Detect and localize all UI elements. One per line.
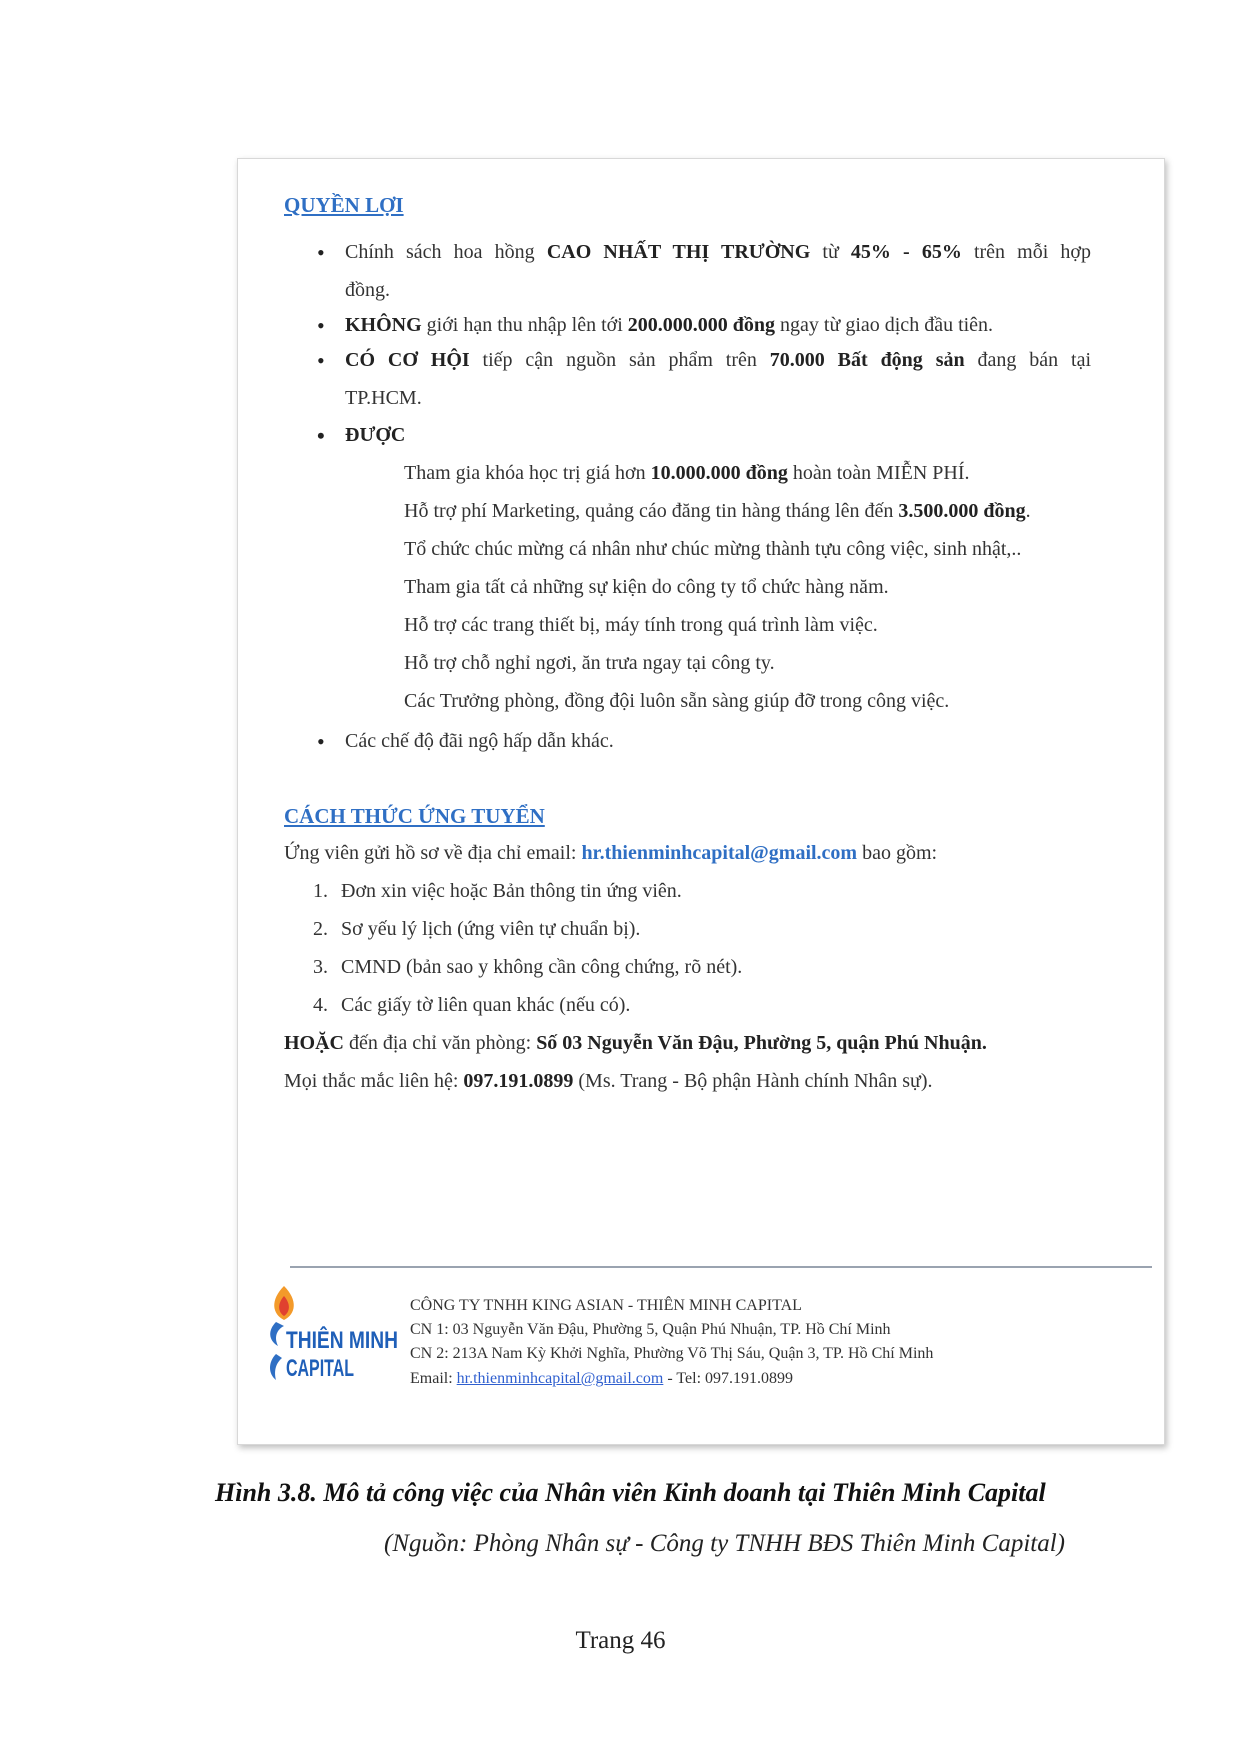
- footer-email-link[interactable]: hr.thienminhcapital@gmail.com: [456, 1370, 664, 1387]
- doc-item-4: 4. Các giấy tờ liên quan khác (nếu có).: [313, 994, 631, 1016]
- sub-benefit-7: Các Trưởng phòng, đồng đội luôn sẵn sàng giúp đỡ trong công việc.: [404, 690, 950, 712]
- sub-benefit-3: Tổ chức chúc mừng cá nhân như chúc mừng thành tựu công việc, sinh nhật,..: [404, 538, 1022, 560]
- apply-email-link[interactable]: hr.thienminhcapital@gmail.com: [581, 842, 858, 864]
- benefit-item-3: • CÓ CƠ HỘI tiếp cận nguồn sản phẩm trên 70.000 Bất động sản đang bán tại: [345, 349, 1091, 372]
- footer-contact: Email: hr.thienminhcapital@gmail.com - Tel: 097.191.0899: [410, 1370, 794, 1387]
- job-description-card: [237, 158, 1165, 1445]
- benefit-item-3-cont: TP.HCM.: [345, 387, 422, 409]
- apply-intro: Ứng viên gửi hồ sơ về địa chỉ email: hr.thienminhcapital@gmail.com bao gồm:: [284, 842, 938, 864]
- flame-logo-icon: [266, 1284, 426, 1399]
- benefit-item-1: • Chính sách hoa hồng CAO NHẤT THỊ TRƯỜNG từ 45% - 65% trên mỗi hợp: [345, 241, 1091, 264]
- benefits-heading: QUYỀN LỢI: [284, 193, 404, 217]
- sub-benefit-5: Hỗ trợ các trang thiết bị, máy tính trong quá trình làm việc.: [404, 614, 878, 636]
- contact-line: Mọi thắc mắc liên hệ: 097.191.0899 (Ms. Trang - Bộ phận Hành chính Nhân sự).: [284, 1070, 933, 1092]
- company-logo: [266, 1284, 426, 1399]
- sub-benefit-4: Tham gia tất cả những sự kiện do công ty tổ chức hàng năm.: [404, 576, 889, 598]
- benefit-item-2: • KHÔNG giới hạn thu nhập lên tới 200.000.000 đồng ngay từ giao dịch đầu tiên.: [345, 314, 993, 337]
- figure-caption-source: (Nguồn: Phòng Nhân sự - Công ty TNHH BĐS Thiên Minh Capital): [384, 1530, 1065, 1557]
- benefit-item-4: • ĐƯỢC: [345, 424, 405, 447]
- footer-divider: [290, 1266, 1152, 1268]
- logo-text-line2: CAPITAL: [286, 1355, 354, 1382]
- footer-company: CÔNG TY TNHH KING ASIAN - THIÊN MINH CAPITAL: [410, 1297, 802, 1314]
- doc-item-1: 1. Đơn xin việc hoặc Bản thông tin ứng viên.: [313, 880, 682, 902]
- office-address-line: HOẶC đến địa chỉ văn phòng: Số 03 Nguyễn Văn Đậu, Phường 5, quận Phú Nhuận.: [284, 1032, 987, 1054]
- footer-branch-1: CN 1: 03 Nguyễn Văn Đậu, Phường 5, Quận Phú Nhuận, TP. Hồ Chí Minh: [410, 1321, 891, 1338]
- logo-text-line1: THIÊN MINH: [286, 1327, 426, 1354]
- page-number: Trang 46: [575, 1627, 666, 1654]
- sub-benefit-2: Hỗ trợ phí Marketing, quảng cáo đăng tin hàng tháng lên đến 3.500.000 đồng.: [404, 500, 1031, 522]
- doc-item-3: 3. CMND (bản sao y không cần công chứng, rõ nét).: [313, 956, 743, 978]
- footer-branch-2: CN 2: 213A Nam Kỳ Khởi Nghĩa, Phường Võ Thị Sáu, Quận 3, TP. Hồ Chí Minh: [410, 1345, 934, 1362]
- benefit-item-1-cont: đồng.: [345, 279, 390, 301]
- apply-heading: CÁCH THỨC ỨNG TUYỂN: [284, 804, 545, 828]
- benefit-item-5: • Các chế độ đãi ngộ hấp dẫn khác.: [345, 730, 614, 753]
- sub-benefit-6: Hỗ trợ chỗ nghỉ ngơi, ăn trưa ngay tại công ty.: [404, 652, 775, 674]
- doc-item-2: 2. Sơ yếu lý lịch (ứng viên tự chuẩn bị).: [313, 918, 641, 940]
- sub-benefit-1: Tham gia khóa học trị giá hơn 10.000.000 đồng hoàn toàn MIỄN PHÍ.: [404, 462, 970, 484]
- figure-caption-title: Hình 3.8. Mô tả công việc của Nhân viên Kinh doanh tại Thiên Minh Capital: [215, 1478, 1046, 1507]
